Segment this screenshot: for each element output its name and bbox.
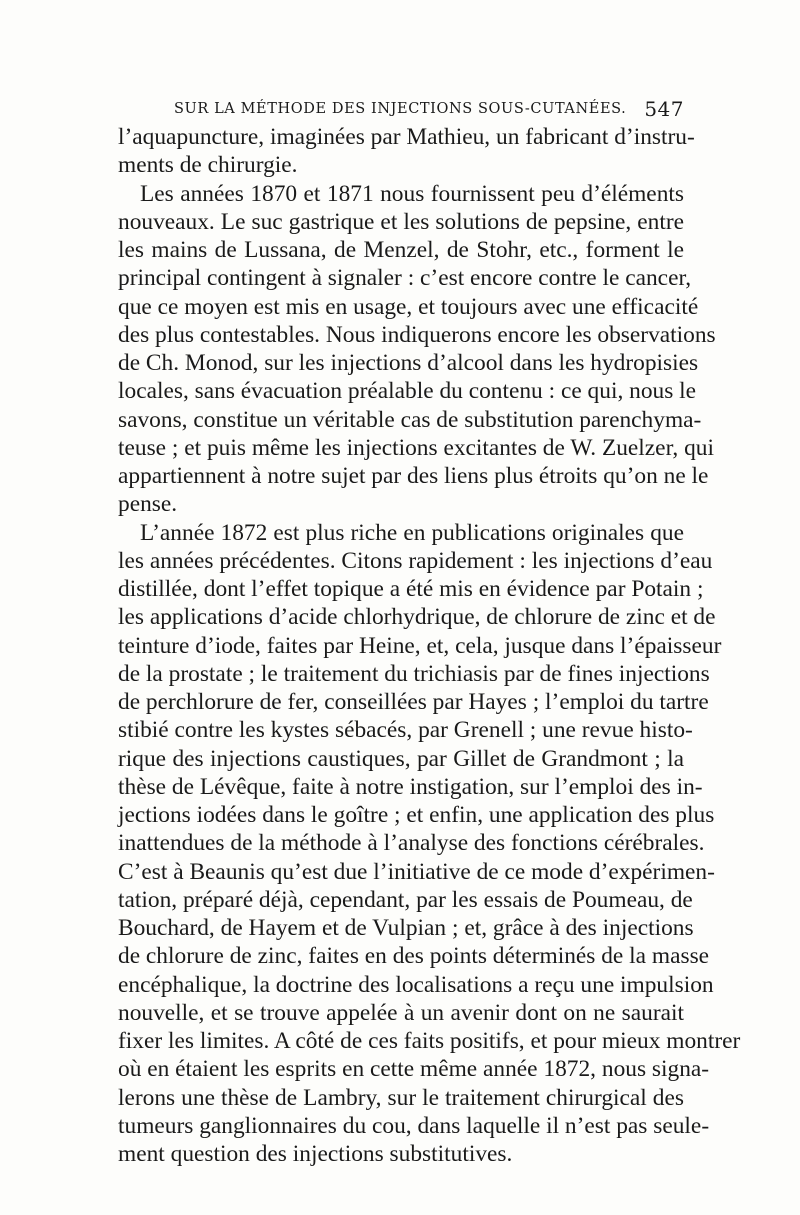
text-line: thèse de Lévêque, faite à notre instigation, sur l’emploi des in-	[118, 773, 703, 800]
text-line: des plus contestables. Nous indiquerons encore les observations	[118, 321, 716, 348]
running-title: SUR LA MÉTHODE DES INJECTIONS SOUS-CUTANÉES.	[174, 101, 627, 117]
text-line: Les années 1870 et 1871 nous fournissent peu d’éléments	[140, 180, 684, 207]
page-number: 547	[644, 97, 684, 121]
text-line: distillée, dont l’effet topique a été mis en évidence par Potain ;	[118, 576, 704, 602]
running-header	[118, 97, 684, 125]
text-line: encéphalique, la doctrine des localisations a reçu une impulsion	[118, 971, 714, 998]
text-line: de la prostate ; le traitement du trichiasis par de fines injections	[118, 660, 710, 687]
text-line: les années précédentes. Citons rapidement : les injections d’eau	[118, 547, 713, 574]
text-line: principal contingent à signaler : c’est encore contre le cancer,	[118, 265, 692, 292]
text-line: L’année 1872 est plus riche en publications originales que	[140, 519, 684, 546]
text-line: teuse ; et puis même les injections excitantes de W. Zuelzer, qui	[118, 434, 715, 461]
text-line: fixer les limites. A côté de ces faits positifs, et pour mieux montrer	[118, 1028, 741, 1054]
text-line: tation, préparé déjà, cependant, par les essais de Poumeau, de	[118, 886, 693, 913]
text-line: les applications d’acide chlorhydrique, de chlorure de zinc et de	[118, 604, 716, 631]
text-line: rique des injections caustiques, par Gillet de Grandmont ; la	[118, 745, 684, 772]
text-line: nouvelle, et se trouve appelée à un avenir dont on ne saurait	[118, 999, 684, 1026]
text-line: les mains de Lussana, de Menzel, de Stohr, etc., forment le	[118, 237, 684, 263]
text-line: nouveaux. Le suc gastrique et les solutions de pepsine, entre	[118, 208, 684, 235]
body-text	[118, 123, 741, 1168]
text-line: lerons une thèse de Lambry, sur le traitement chirurgical des	[118, 1084, 684, 1111]
text-line: jections iodées dans le goître ; et enfin, une application des plus	[118, 802, 715, 828]
text-line: stibié contre les kystes sébacés, par Grenell ; une revue histo-	[118, 717, 693, 744]
text-line: appartiennent à notre sujet par des liens plus étroits qu’on ne le	[118, 463, 709, 489]
text-line: savons, constitue un véritable cas de substitution parenchyma-	[118, 406, 702, 433]
text-line: C’est à Beaunis qu’est due l’initiative de ce mode d’expérimen-	[118, 858, 715, 885]
text-line: où en étaient les esprits en cette même année 1872, nous signa-	[118, 1056, 710, 1083]
text-line: de Ch. Monod, sur les injections d’alcool dans les hydropisies	[118, 350, 699, 376]
text-line: locales, sans évacuation préalable du contenu : ce qui, nous le	[118, 378, 697, 405]
text-line: pense.	[118, 491, 178, 518]
text-line: ments de chirurgie.	[118, 152, 298, 179]
text-line: que ce moyen est mis en usage, et toujours avec une efficacité	[118, 293, 699, 320]
text-line: tumeurs ganglionnaires du cou, dans laquelle il n’est pas seule-	[118, 1112, 710, 1139]
text-line: Bouchard, de Hayem et de Vulpian ; et, grâce à des injections	[118, 915, 694, 941]
text-line: de perchlorure de fer, conseillées par Hayes ; l’emploi du tartre	[118, 689, 709, 715]
text-line: inattendues de la méthode à l’analyse des fonctions cérébrales.	[118, 830, 705, 857]
text-line: ment question des injections substitutives.	[118, 1141, 513, 1167]
text-line: de chlorure de zinc, faites en des points déterminés de la masse	[118, 943, 710, 970]
text-line: l’aquapuncture, imaginées par Mathieu, un fabricant d’instru-	[118, 124, 695, 150]
text-line: teinture d’iode, faites par Heine, et, cela, jusque dans l’épaisseur	[118, 632, 722, 659]
